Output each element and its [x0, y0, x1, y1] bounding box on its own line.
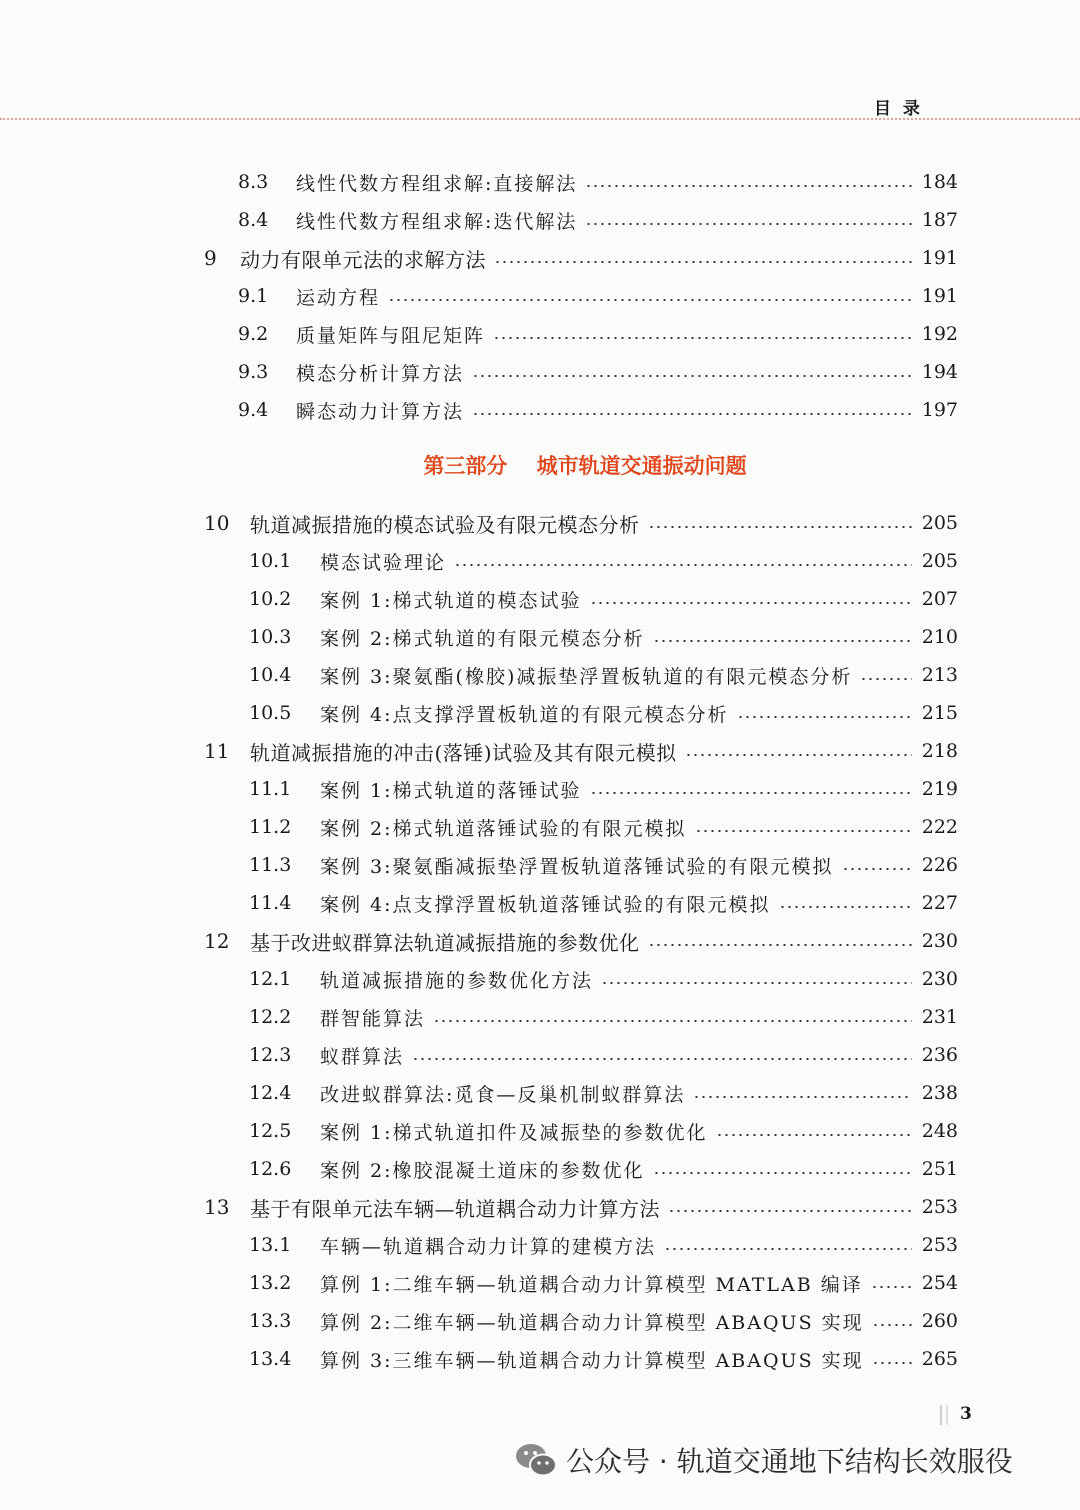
toc-entry[interactable] — [0, 922, 1080, 960]
toc-leader-dots — [693, 1096, 912, 1098]
toc-leader-dots — [653, 640, 912, 642]
toc-entry[interactable] — [0, 960, 1080, 998]
toc-entry-page: 218 — [921, 740, 958, 762]
toc-entry[interactable] — [0, 1150, 1080, 1188]
toc-entry[interactable] — [0, 846, 1080, 884]
toc-entry[interactable] — [0, 1074, 1080, 1112]
toc-entry[interactable] — [0, 1302, 1080, 1340]
toc-entry-number: 11.1 — [249, 778, 292, 800]
toc-leader-dots — [653, 1172, 912, 1174]
toc-entry-title: 基于改进蚁群算法轨道减振措施的参数优化 — [250, 930, 640, 955]
toc-entry-number: 12.4 — [249, 1082, 292, 1104]
toc-entry-page: 251 — [921, 1158, 958, 1180]
toc-entry-number: 13.1 — [249, 1234, 292, 1256]
toc-entry-page: 253 — [921, 1234, 958, 1256]
toc-entry-title: 轨道减振措施的模态试验及有限元模态分析 — [250, 512, 640, 537]
toc-entry-page: 227 — [921, 892, 958, 914]
toc-entry-page: 253 — [921, 1196, 958, 1218]
toc-entry-title: 群智能算法 — [320, 1007, 426, 1030]
toc-entry[interactable] — [0, 694, 1080, 732]
toc-leader-dots — [494, 261, 912, 263]
toc-entry[interactable] — [0, 884, 1080, 922]
toc-entry[interactable] — [0, 1340, 1080, 1378]
toc-entry[interactable] — [0, 391, 1080, 429]
toc-entry-title: 运动方程 — [296, 286, 381, 309]
toc-entry-number: 13.4 — [249, 1348, 292, 1370]
toc-entry-number: 10.5 — [249, 702, 292, 724]
toc-entry-page: 205 — [921, 512, 958, 534]
toc-entry-page: 219 — [921, 778, 958, 800]
toc-entry[interactable] — [0, 277, 1080, 315]
toc-entry-title: 线性代数方程组求解:迭代解法 — [296, 210, 578, 233]
toc-entry-number: 13.2 — [249, 1272, 292, 1294]
toc-entry-page: 226 — [921, 854, 958, 876]
toc-entry-number: 10.1 — [249, 550, 292, 572]
toc-leader-dots — [472, 413, 912, 415]
toc-entry-number: 9 — [204, 246, 217, 270]
toc-entry-page: 230 — [921, 968, 958, 990]
toc-entry-number: 12 — [204, 929, 230, 953]
toc-entry-title: 模态试验理论 — [320, 551, 447, 574]
running-header-title: 目 录 — [874, 99, 920, 119]
toc-leader-dots — [388, 299, 912, 301]
toc-entry-page: 260 — [921, 1310, 958, 1332]
toc-leader-dots — [860, 678, 912, 680]
toc-entry-page: 184 — [921, 171, 958, 193]
toc-entry[interactable] — [0, 1226, 1080, 1264]
toc-leader-dots — [695, 830, 912, 832]
toc-entry-page: 238 — [921, 1082, 958, 1104]
toc-leader-dots — [472, 375, 912, 377]
toc-leader-dots — [412, 1058, 912, 1060]
toc-entry[interactable] — [0, 504, 1080, 542]
toc-entry-number: 9.1 — [238, 285, 269, 307]
toc-entry-title: 瞬态动力计算方法 — [296, 400, 465, 423]
toc-entry-number: 12.2 — [249, 1006, 292, 1028]
toc-entry-title: 动力有限单元法的求解方法 — [240, 247, 486, 272]
toc-entry-number: 13 — [204, 1195, 230, 1219]
toc-entry-page: 215 — [921, 702, 958, 724]
toc-leader-dots — [585, 223, 912, 225]
toc-entry-title: 算例 3:三维车辆—轨道耦合动力计算模型 ABAQUS 实现 — [320, 1349, 864, 1372]
toc-entry-page: 236 — [921, 1044, 958, 1066]
toc-entry-title: 基于有限单元法车辆—轨道耦合动力计算方法 — [250, 1196, 660, 1221]
toc-leader-dots — [668, 1210, 912, 1212]
toc-entry-number: 9.3 — [238, 361, 269, 383]
toc-leader-dots — [871, 1286, 912, 1288]
watermark — [514, 1440, 1013, 1480]
toc-entry[interactable] — [0, 770, 1080, 808]
toc-leader-dots — [842, 868, 912, 870]
toc-entry-title: 车辆—轨道耦合动力计算的建模方法 — [320, 1235, 657, 1258]
toc-entry[interactable] — [0, 239, 1080, 277]
toc-leader-dots — [779, 906, 912, 908]
toc-entry-number: 12.6 — [249, 1158, 292, 1180]
toc-entry[interactable] — [0, 1112, 1080, 1150]
toc-entry-title: 线性代数方程组求解:直接解法 — [296, 172, 578, 195]
toc-leader-dots — [685, 754, 912, 756]
toc-leader-dots — [648, 944, 912, 946]
toc-entry-title: 案例 4:点支撑浮置板轨道落锤试验的有限元模拟 — [320, 893, 771, 916]
toc-entry-number: 10.3 — [249, 626, 292, 648]
toc-entry[interactable] — [0, 732, 1080, 770]
toc-entry[interactable] — [0, 1188, 1080, 1226]
toc-entry-number: 11.4 — [249, 892, 292, 914]
toc-entry-title: 改进蚁群算法:觅食—反巢机制蚁群算法 — [320, 1083, 686, 1106]
toc-entry[interactable] — [0, 656, 1080, 694]
toc-entry[interactable] — [0, 353, 1080, 391]
toc-entry-number: 12.1 — [249, 968, 292, 990]
toc-entry-page: 254 — [921, 1272, 958, 1294]
toc-entry-title: 质量矩阵与阻尼矩阵 — [296, 324, 486, 347]
page-number: 3 — [960, 1404, 972, 1424]
toc-entry-title: 轨道减振措施的冲击(落锤)试验及其有限元模拟 — [250, 740, 677, 765]
toc-entry-page: 197 — [921, 399, 958, 421]
toc-leader-dots — [872, 1324, 912, 1326]
toc-entry-title: 案例 1:梯式轨道的模态试验 — [320, 589, 582, 612]
toc-leader-dots — [590, 792, 912, 794]
toc-leader-dots — [454, 564, 912, 566]
wechat-icon — [514, 1440, 558, 1480]
toc-entry-number: 12.5 — [249, 1120, 292, 1142]
watermark-text: 公众号 · 轨道交通地下结构长效服役 — [566, 1445, 1013, 1478]
toc-leader-dots — [716, 1134, 912, 1136]
toc-entry-page: 230 — [921, 930, 958, 952]
toc-entry-number: 13.3 — [249, 1310, 292, 1332]
toc-entry-page: 231 — [921, 1006, 958, 1028]
toc-leader-dots — [648, 526, 912, 528]
toc-entry-page: 210 — [921, 626, 958, 648]
toc-entry-page: 213 — [921, 664, 958, 686]
toc-leader-dots — [590, 602, 912, 604]
toc-leader-dots — [585, 185, 912, 187]
toc-entry-title: 案例 2:梯式轨道落锤试验的有限元模拟 — [320, 817, 687, 840]
toc-leader-dots — [601, 982, 912, 984]
toc-entry-number: 9.2 — [238, 323, 269, 345]
toc-entry-title: 案例 3:聚氨酯(橡胶)减振垫浮置板轨道的有限元模态分析 — [320, 665, 853, 688]
toc-entry-number: 11 — [204, 739, 230, 763]
toc-entry[interactable] — [0, 808, 1080, 846]
toc-entry-number: 11.3 — [249, 854, 292, 876]
toc-entry-page: 248 — [921, 1120, 958, 1142]
toc-entry-page: 192 — [921, 323, 958, 345]
toc-entry-title: 案例 2:橡胶混凝土道床的参数优化 — [320, 1159, 645, 1182]
toc-entry-title: 算例 2:二维车辆—轨道耦合动力计算模型 ABAQUS 实现 — [320, 1311, 864, 1334]
toc-entry-page: 207 — [921, 588, 958, 610]
toc-entry[interactable] — [0, 1036, 1080, 1074]
toc-entry[interactable] — [0, 201, 1080, 239]
toc-entry-title: 模态分析计算方法 — [296, 362, 465, 385]
toc-entry-title: 案例 4:点支撑浮置板轨道的有限元模态分析 — [320, 703, 729, 726]
toc-entry-title: 案例 1:梯式轨道的落锤试验 — [320, 779, 582, 802]
toc-leader-dots — [493, 337, 912, 339]
toc-entry[interactable] — [0, 580, 1080, 618]
toc-entry-page: 191 — [921, 285, 958, 307]
toc-entry[interactable] — [0, 163, 1080, 201]
toc-entry-number: 10 — [204, 511, 230, 535]
toc-entry-page: 187 — [921, 209, 958, 231]
toc-entry-number: 9.4 — [238, 399, 269, 421]
page-number-ornament — [940, 1405, 948, 1425]
toc-entry-page: 222 — [921, 816, 958, 838]
toc-entry-page: 191 — [921, 247, 958, 269]
toc-entry[interactable] — [0, 542, 1080, 580]
toc-entry[interactable] — [0, 315, 1080, 353]
toc-entry-title: 案例 2:梯式轨道的有限元模态分析 — [320, 627, 645, 650]
toc-entry-number: 12.3 — [249, 1044, 292, 1066]
toc-leader-dots — [433, 1020, 912, 1022]
toc-entry-number: 10.2 — [249, 588, 292, 610]
part-heading: 第三部分 城市轨道交通振动问题 — [423, 454, 747, 478]
toc-entry[interactable] — [0, 998, 1080, 1036]
toc-entry-page: 205 — [921, 550, 958, 572]
toc-entry-title: 算例 1:二维车辆—轨道耦合动力计算模型 MATLAB 编译 — [320, 1273, 863, 1296]
toc-entry-number: 8.3 — [238, 171, 269, 193]
toc-entry[interactable] — [0, 618, 1080, 656]
toc-entry-title: 蚁群算法 — [320, 1045, 405, 1068]
toc-entry-number: 10.4 — [249, 664, 292, 686]
toc-entry[interactable] — [0, 1264, 1080, 1302]
toc-leader-dots — [664, 1248, 912, 1250]
toc-entry-page: 194 — [921, 361, 958, 383]
toc-entry-number: 8.4 — [238, 209, 269, 231]
toc-entry-title: 案例 1:梯式轨道扣件及减振垫的参数优化 — [320, 1121, 708, 1144]
toc-entry-title: 案例 3:聚氨酯减振垫浮置板轨道落锤试验的有限元模拟 — [320, 855, 834, 878]
toc-leader-dots — [872, 1362, 912, 1364]
toc-entry-number: 11.2 — [249, 816, 292, 838]
toc-entry-title: 轨道减振措施的参数优化方法 — [320, 969, 594, 992]
toc-leader-dots — [737, 716, 912, 718]
toc-entry-page: 265 — [921, 1348, 958, 1370]
